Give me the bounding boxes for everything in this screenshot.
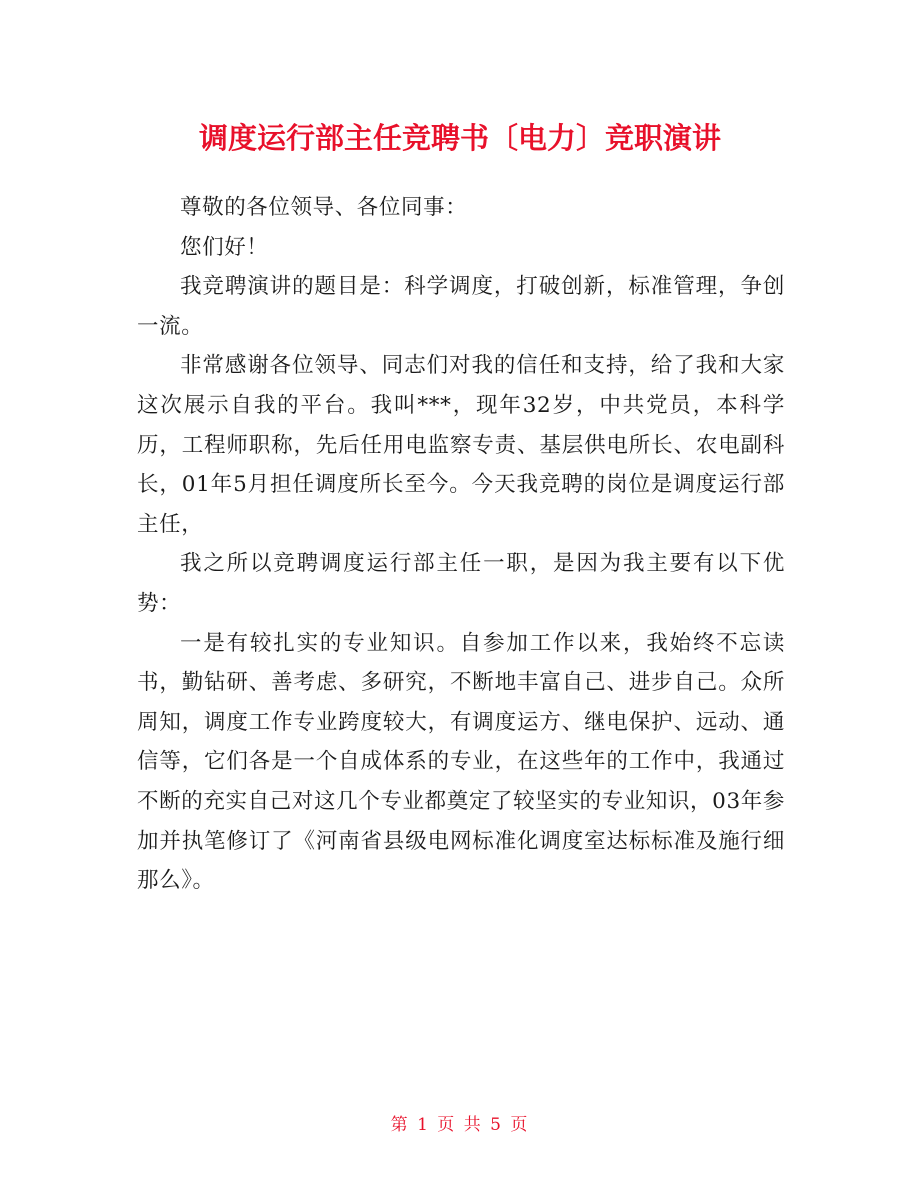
paragraph-greeting: 尊敬的各位领导、各位同事： (180, 195, 468, 220)
paragraph-introduction: 非常感谢各位领导、同志们对我的信任和支持，给了我和大家这次展示自我的平台。我叫***，现年32岁，中共党员，本科学历，工程师职称，先后任用电监察专责、基层供电所长、农电副科长，01年5月担任调度所长至今。今天我竞聘的岗位是调度运行部主任， (137, 353, 785, 537)
document-title: 调度运行部主任竞聘书〔电力〕竞职演讲 (198, 121, 721, 155)
document-body (137, 188, 785, 901)
paragraph-topic: 我竞聘演讲的题目是：科学调度，打破创新，标准管理，争创一流。 (137, 274, 785, 339)
paragraph-advantage-one: 一是有较扎实的专业知识。自参加工作以来，我始终不忘读书，勤钻研、善考虑、多研究，不断地丰富自己、进步自己。众所周知，调度工作专业跨度较大，有调度运方、继电保护、远动、通信等，它们各是一个自成体系的专业，在这些年的工作中，我通过不断的充实自己对这几个专业都奠定了较坚实的专业知识，03年参加并执笔修订了《河南省县级电网标准化调度室达标标准及施行细那么》。 (137, 630, 785, 894)
paragraph-reason: 我之所以竞聘调度运行部主任一职，是因为我主要有以下优势： (137, 551, 785, 616)
paragraph-hello: 您们好！ (180, 234, 269, 260)
page-number-footer: 第 1 页 共 5 页 (390, 1115, 530, 1135)
